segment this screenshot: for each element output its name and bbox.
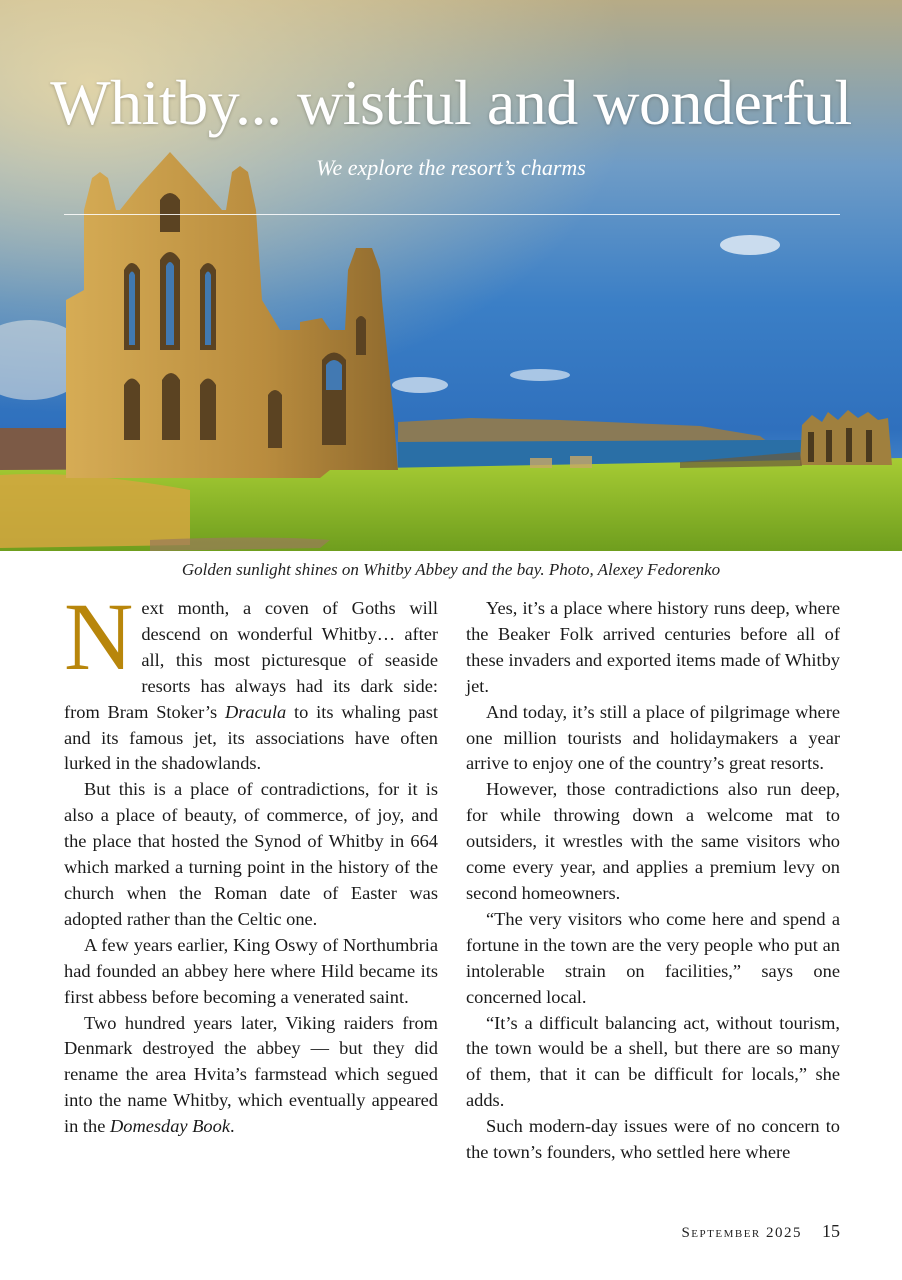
town-roofs	[0, 428, 70, 470]
photo-caption: Golden sunlight shines on Whitby Abbey and the bay. Photo, Alexey Fedorenko	[181, 560, 721, 579]
article-paragraph: “It’s a difficult balancing act, without tourism, the town would be a shell, but there are so many of them, that it can be difficult for locals,” she adds.	[466, 1012, 840, 1111]
folio-month: September 2025	[681, 1225, 802, 1241]
article-column-left	[64, 583, 438, 1140]
cloud	[510, 369, 570, 381]
drop-cap: N	[64, 583, 134, 690]
article-paragraph: Two hundred years later, Viking raiders from Denmark destroyed the abbey — but they did rename the area Hvita’s farmstead which segued into the name Whitby, which eventually appeared in the Domesday Book.	[64, 1012, 438, 1137]
article-paragraph: And today, it’s still a place of pilgrimage where one million tourists and holidaymakers a year arrive to enjoy one of the country’s great resorts.	[466, 701, 840, 774]
cloud	[720, 235, 780, 255]
article-paragraph: But this is a place of contradictions, for it is also a place of beauty, of commerce, of joy, and the place that hosted the Synod of Whitby in 664 which marked a turning point in the history of the church when the Roman date of Easter was adopted rather than the Celtic one.	[64, 779, 438, 929]
article-paragraph: Next month, a coven of Goths will descend on wonderful Whitby… after all, this most picturesque of seaside resorts has always had its dark side: from Bram Stoker’s Dracula to its whaling past and its famous jet, its associations have often lurked in the shadowlands.	[64, 583, 438, 774]
article-column-right	[466, 596, 840, 1166]
hero-photo	[0, 0, 902, 551]
distant-ruin	[530, 458, 552, 468]
article-paragraph: However, those contradictions also run deep, for while throwing down a welcome mat to outsiders, it wrestles with the same visitors who come every year, and applies a premium levy on second homeowners.	[466, 779, 840, 903]
headline-rule	[64, 214, 840, 215]
distant-ruin	[570, 456, 592, 468]
article-paragraph: Such modern-day issues were of no concern to the town’s founders, who settled here where	[466, 1116, 840, 1163]
cloud	[392, 377, 448, 393]
headline: Whitby... wistful and wonderful	[50, 67, 852, 138]
article-paragraph: A few years earlier, King Oswy of Northumbria had founded an abbey here where Hild became its first abbess before becoming a venerated saint.	[64, 934, 438, 1007]
article-paragraph: “The very visitors who come here and spend a fortune in the town are the very people who put an intolerable strain on facilities,” says one concerned local.	[466, 908, 840, 1007]
page-number: 15	[822, 1221, 840, 1241]
article-paragraph: Yes, it’s a place where history runs deep, where the Beaker Folk arrived centuries before all of these invaders and exported items made of Whitby jet.	[466, 598, 840, 696]
page-folio	[681, 1220, 840, 1244]
standfirst: We explore the resort’s charms	[316, 155, 586, 180]
